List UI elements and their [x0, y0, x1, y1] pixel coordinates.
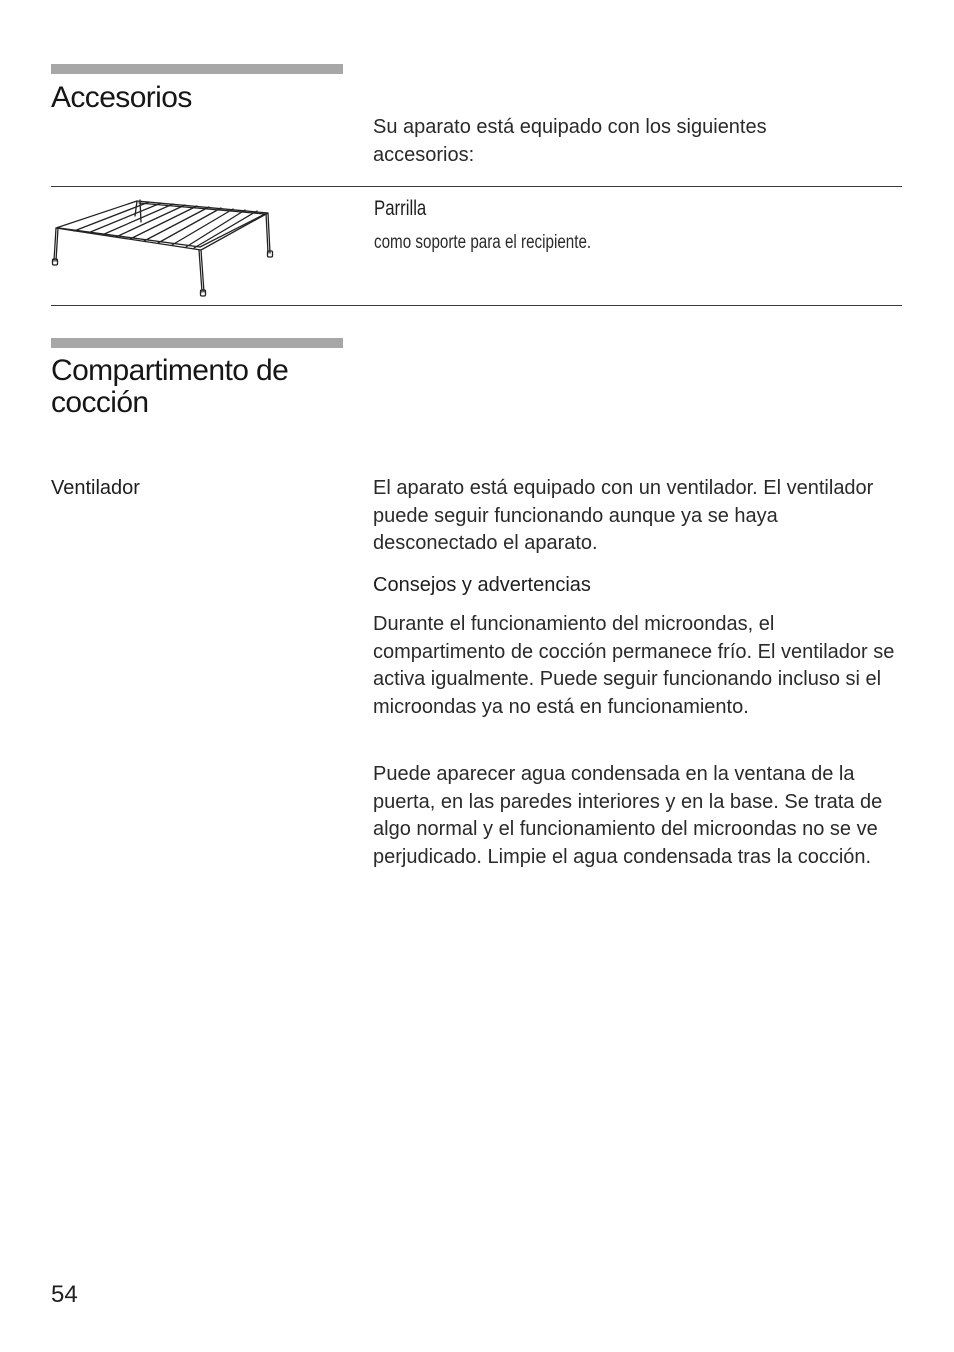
accesorios-title: Accesorios	[51, 81, 192, 114]
consejos-paragraph-1: Durante el funcionamiento del microondas, el compartimento de cocción permanece frío. El ventilador se activa igualmente. Puede seguir funcionando incluso si el microondas ya no está en funcionamiento.	[373, 613, 895, 718]
accesorios-intro: Su aparato está equipado con los siguientes accesorios:	[373, 116, 767, 166]
compartimento-title-line2: cocción	[51, 386, 149, 419]
wire-rack-illustration	[48, 196, 278, 300]
ventilador-label: Ventilador	[51, 477, 140, 499]
accesorios-bottom-rule	[51, 305, 902, 306]
ventilador-text: El aparato está equipado con un ventilador. El ventilador puede seguir funcionando aunque ya se haya desconectado el aparato.	[373, 477, 874, 554]
accesorios-heading-bar	[51, 64, 343, 74]
parrilla-description: como soporte para el recipiente.	[374, 232, 592, 253]
compartimento-title-line1: Compartimento de	[51, 354, 289, 387]
compartimento-heading-bar	[51, 338, 343, 348]
consejos-paragraph-2: Puede aparecer agua condensada en la ventana de la puerta, en las paredes interiores y en la base. Se trata de algo normal y el funcionamiento del microondas no se ve perjudicado. Limpie el agua condensada tras la cocción.	[373, 763, 883, 868]
page-number: 54	[51, 1281, 78, 1308]
consejos-heading: Consejos y advertencias	[373, 574, 591, 596]
accesorios-top-rule	[51, 186, 902, 187]
parrilla-title: Parrilla	[374, 197, 427, 220]
